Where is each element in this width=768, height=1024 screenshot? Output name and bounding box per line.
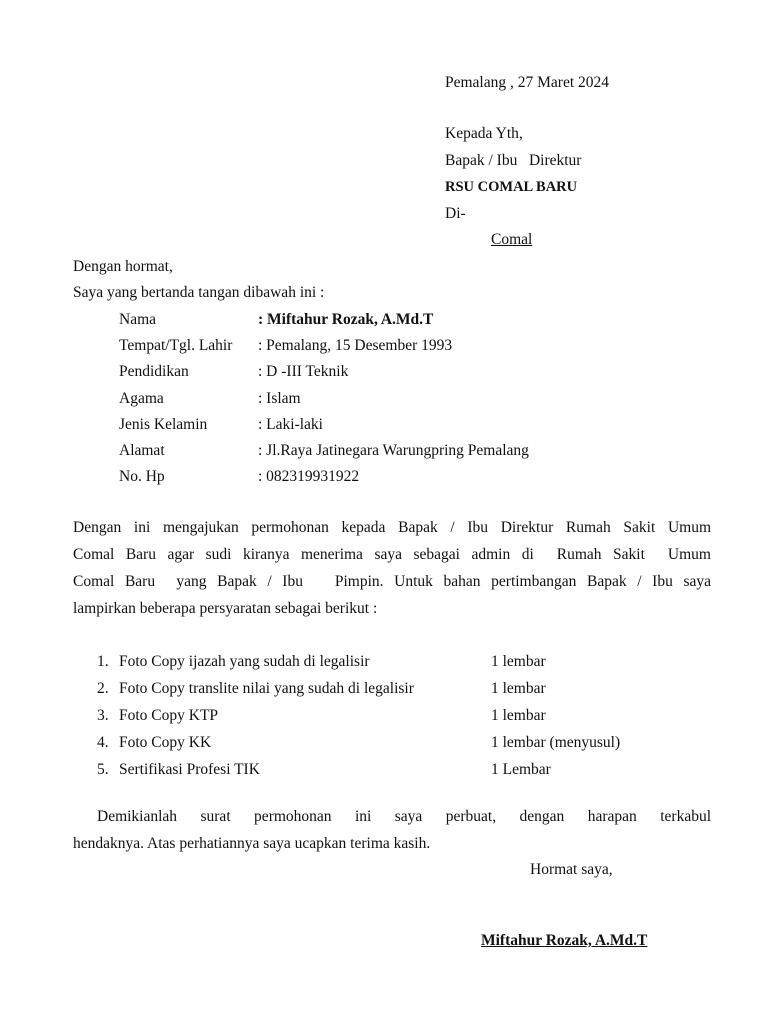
identity-value: : Miftahur Rozak, A.Md.T [258,311,434,328]
identity-label: Tempat/Tgl. Lahir [119,337,233,354]
identity-value: : Islam [258,390,301,407]
list-item-number: 2. [97,680,109,697]
body-line: Comal Baru agar sudi kiranya menerima saya sebagai admin di Rumah Sakit Umum [73,546,711,563]
identity-value: : D -III Teknik [258,363,349,380]
closing-line: hendaknya. Atas perhatiannya saya ucapkan terima kasih. [73,835,431,852]
recipient-institution: RSU COMAL BARU [445,179,578,195]
body-line: lampirkan beberapa persyaratan sebagai berikut : [73,600,378,617]
closing-line: Demikianlah surat permohonan ini saya perbuat, dengan harapan terkabul [97,808,711,825]
identity-label: Agama [119,390,164,407]
list-item-text: Foto Copy translite nilai yang sudah di legalisir [119,680,414,697]
signature-name: Miftahur Rozak, A.Md.T [481,932,648,949]
recipient-line-1: Kepada Yth, [445,125,523,142]
greeting: Dengan hormat, [73,258,173,275]
list-item [97,706,657,726]
list-item-qty: 1 lembar [491,653,546,670]
list-item-number: 3. [97,707,109,724]
identity-label: No. Hp [119,468,165,485]
list-item [97,733,657,753]
place-date: Pemalang , 27 Maret 2024 [445,74,610,91]
signoff: Hormat saya, [530,861,613,878]
identity-value: : Jl.Raya Jatinegara Warungpring Pemalang [258,442,529,459]
list-item-text: Foto Copy ijazah yang sudah di legalisir [119,653,370,670]
identity-value: : Pemalang, 15 Desember 1993 [258,337,453,354]
body-paragraph [73,514,711,622]
identity-label: Nama [119,311,157,328]
list-item [97,679,657,699]
list-item [97,652,657,672]
closing-paragraph [73,803,711,857]
recipient-city: Comal [491,231,533,248]
list-item-number: 5. [97,761,109,778]
list-item [97,760,657,780]
identity-value: : 082319931922 [258,468,360,485]
list-item-qty: 1 lembar [491,707,546,724]
list-item-qty: 1 lembar (menyusul) [491,734,621,751]
identity-label: Jenis Kelamin [119,416,208,433]
list-item-text: Foto Copy KTP [119,707,219,724]
identity-value: : Laki-laki [258,416,323,433]
list-item-qty: 1 lembar [491,680,546,697]
list-item-number: 1. [97,653,109,670]
intro-line: Saya yang bertanda tangan dibawah ini : [73,284,325,301]
list-item-text: Sertifikasi Profesi TIK [119,761,260,778]
list-item-text: Foto Copy KK [119,734,212,751]
identity-label: Pendidikan [119,363,189,380]
body-line: Dengan ini mengajukan permohonan kepada Bapak / Ibu Direktur Rumah Sakit Umum [73,519,711,536]
list-item-qty: 1 Lembar [491,761,551,778]
recipient-line-4: Di- [445,205,466,222]
body-line: Comal Baru yang Bapak / Ibu Pimpin. Untuk bahan pertimbangan Bapak / Ibu saya [73,573,711,590]
identity-label: Alamat [119,442,165,459]
recipient-line-2: Bapak / Ibu Direktur [445,152,582,169]
list-item-number: 4. [97,734,109,751]
